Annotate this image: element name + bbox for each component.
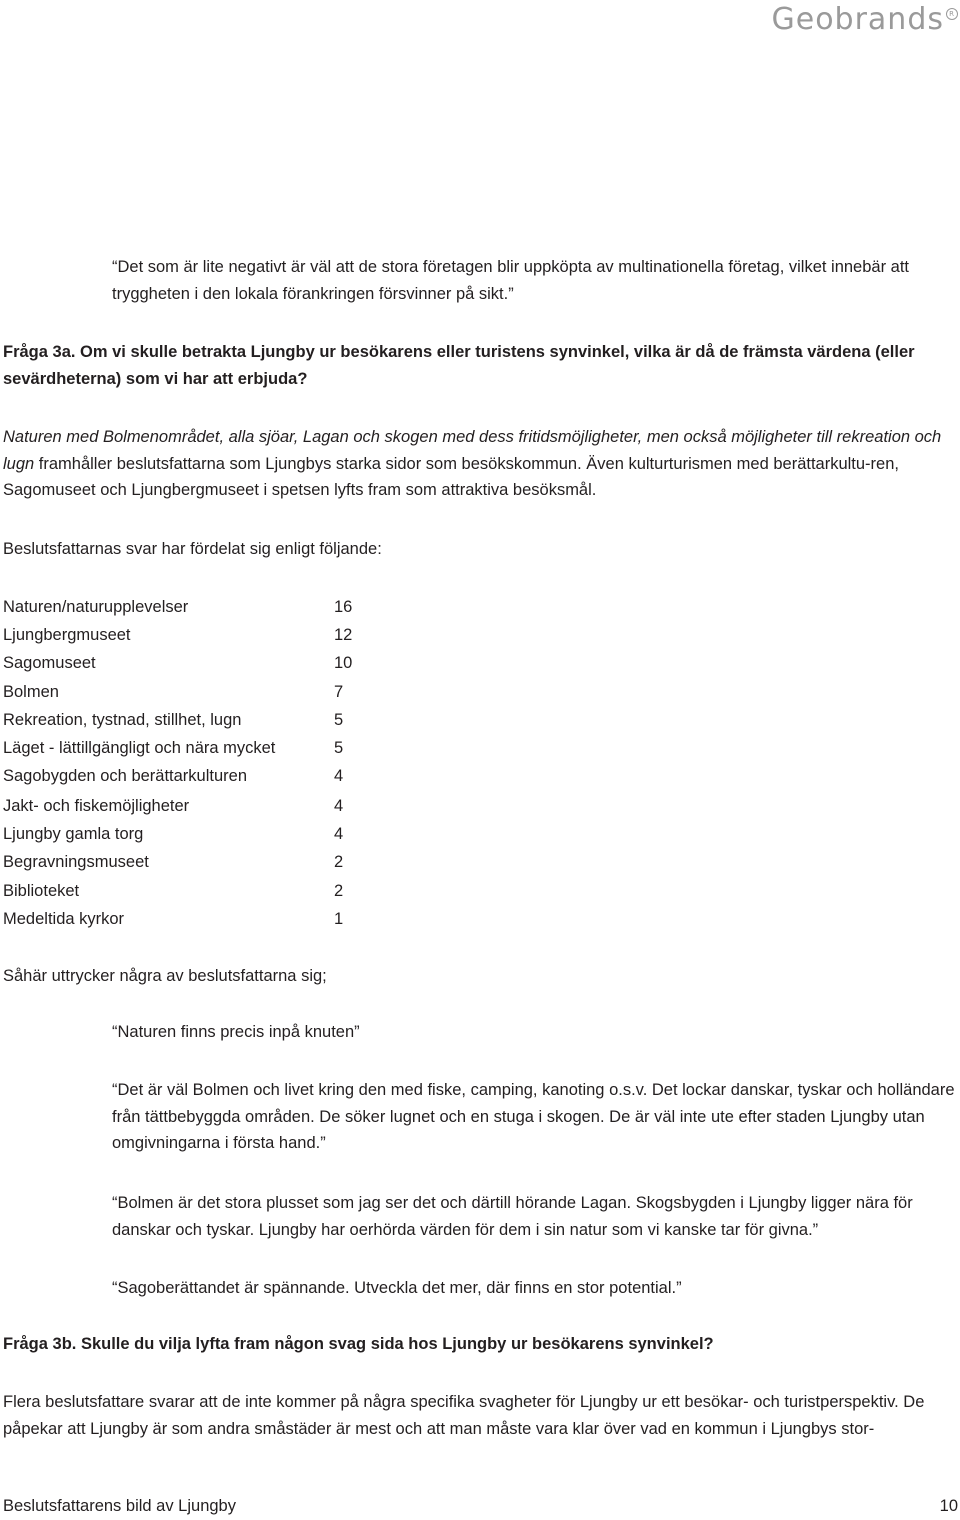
row-category: Medeltida kyrkor bbox=[3, 910, 125, 928]
decision-maker-quote: “Bolmen är det stora plusset som jag ser det och därtill hörande Lagan. Skogsbygden i Ljungby ligger nära för danskar och tyskar. Ljungby har oerhörda värden för dem i sin natur som vi kanske tar för givna.” bbox=[112, 1194, 913, 1239]
table-row bbox=[3, 593, 503, 621]
brand-logo bbox=[771, 2, 955, 37]
row-category: Läget - lättillgängligt och nära mycket bbox=[3, 739, 276, 757]
row-category: Biblioteket bbox=[3, 882, 80, 900]
row-category: Ljungby gamla torg bbox=[3, 825, 144, 843]
distribution-intro: Beslutsfattarnas svar har fördelat sig enligt följande: bbox=[3, 540, 382, 558]
row-category: Sagomuseet bbox=[3, 654, 96, 672]
row-count: 4 bbox=[334, 797, 344, 815]
row-count: 7 bbox=[334, 683, 344, 701]
brand-logo-text: Geobrands bbox=[771, 2, 944, 37]
row-count: 4 bbox=[334, 767, 344, 785]
intro-quote: “Det som är lite negativt är väl att de stora företagen blir uppköpta av multinationella företag, vilket innebär att tryggheten i den lokala förankringen försvinner på sikt.” bbox=[112, 258, 910, 303]
quotes-intro: Såhär uttrycker några av beslutsfattarna sig; bbox=[3, 967, 327, 985]
row-count: 10 bbox=[334, 654, 353, 672]
table-row bbox=[3, 734, 503, 762]
row-count: 5 bbox=[334, 739, 344, 757]
row-count: 5 bbox=[334, 711, 344, 729]
row-count: 4 bbox=[334, 825, 344, 843]
row-category: Ljungbergmuseet bbox=[3, 626, 131, 644]
row-count: 16 bbox=[334, 598, 353, 616]
row-count: 12 bbox=[334, 626, 353, 644]
row-category: Naturen/naturupplevelser bbox=[3, 598, 189, 616]
row-category: Rekreation, tystnad, stillhet, lugn bbox=[3, 711, 242, 729]
row-category: Jakt- och fiskemöjligheter bbox=[3, 797, 190, 815]
row-count: 1 bbox=[334, 910, 344, 928]
answer-3a-paragraph bbox=[3, 424, 960, 504]
table-row bbox=[3, 877, 503, 905]
row-category: Bolmen bbox=[3, 683, 59, 701]
table-row bbox=[3, 905, 503, 933]
table-row bbox=[3, 762, 503, 790]
table-row bbox=[3, 792, 503, 820]
row-count: 2 bbox=[334, 853, 344, 871]
row-category: Begravningsmuseet bbox=[3, 853, 149, 871]
answer-3a-italic: Naturen med Bolmenområdet, alla sjöar, Lagan och skogen med dess fritidsmöjligheter, men också möjligheter till rekreation och lugn bbox=[3, 428, 942, 473]
answer-3b-paragraph: Flera beslutsfattare svarar att de inte kommer på några specifika svagheter för Ljungby ur ett besökar- och turistperspektiv. De påpekar att Ljungby är som andra småstäder är mest och att man måste vara klar över vad en kommun i Ljungbys stor- bbox=[3, 1393, 925, 1438]
table-row bbox=[3, 706, 503, 734]
decision-maker-quote: “Naturen finns precis inpå knuten” bbox=[112, 1023, 360, 1041]
answer-3a-rest: framhåller beslutsfattarna som Ljungbys starka sidor som besökskommun. Även kulturturismen med berättarkultu-ren, Sagomuseet och Ljungbergmuseet i spetsen lyfts fram som attraktiva besöksmål. bbox=[3, 454, 899, 500]
page-number: 10 bbox=[939, 1497, 958, 1515]
footer-title: Beslutsfattarens bild av Ljungby bbox=[3, 1497, 236, 1515]
table-row bbox=[3, 678, 503, 706]
row-category: Sagobygden och berättarkulturen bbox=[3, 767, 248, 785]
table-row bbox=[3, 820, 503, 848]
decision-maker-quote: “Det är väl Bolmen och livet kring den med fiske, camping, kanoting o.s.v. Det lockar danskar, tyskar och holländare från tättbebyggda områden. De söker lugnet och en stuga i skogen. De är väl inte ute efter staden Ljungby utan omgivningarna i första hand.” bbox=[112, 1081, 955, 1153]
row-count: 2 bbox=[334, 882, 344, 900]
table-row bbox=[3, 848, 503, 876]
question-3b-heading: Fråga 3b. Skulle du vilja lyfta fram någon svag sida hos Ljungby ur besökarens synvinkel? bbox=[3, 1335, 714, 1353]
table-row bbox=[3, 649, 503, 677]
table-row bbox=[3, 621, 503, 649]
registered-mark-icon: R bbox=[946, 8, 958, 20]
decision-maker-quote: “Sagoberättandet är spännande. Utveckla det mer, där finns en stor potential.” bbox=[112, 1279, 682, 1297]
question-3a-heading: Fråga 3a. Om vi skulle betrakta Ljungby ur besökarens eller turistens synvinkel, vilka är då de främsta värdena (eller sevärdheterna) som vi har att erbjuda? bbox=[3, 343, 915, 388]
